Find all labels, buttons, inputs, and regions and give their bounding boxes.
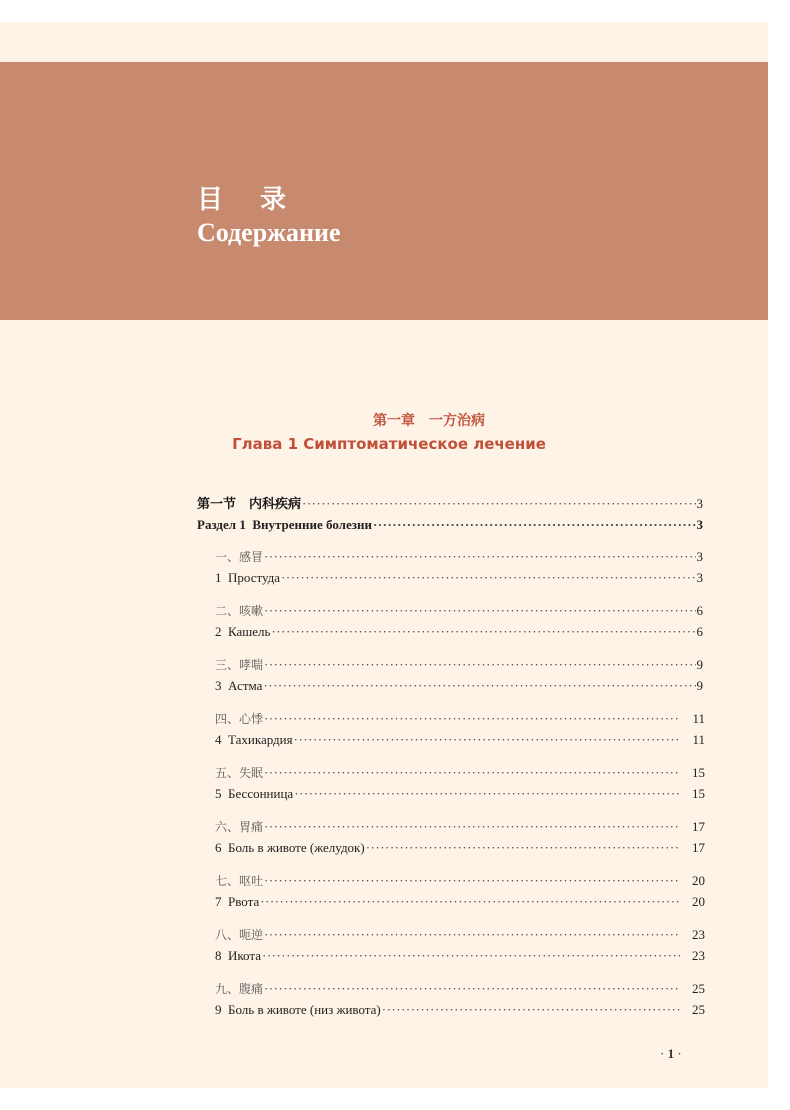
dot-leader xyxy=(264,981,680,997)
toc-entry-label: 五、失眠 xyxy=(215,766,264,780)
toc-page-number: 6 xyxy=(696,603,703,618)
toc-page-number: 6 xyxy=(696,624,703,639)
toc-page-number: 3 xyxy=(696,496,703,511)
toc-entry-chinese[interactable] xyxy=(215,657,703,673)
toc-page-number: 9 xyxy=(696,657,703,672)
toc-entry-label: 4 Тахикардия xyxy=(215,732,293,747)
toc-entry-russian[interactable] xyxy=(215,678,703,694)
toc-entry-chinese[interactable] xyxy=(215,819,705,835)
table-of-contents xyxy=(0,22,768,1088)
toc-entry-chinese[interactable] xyxy=(215,765,705,781)
toc-entry-label: 四、心悸 xyxy=(215,712,264,726)
toc-entry-label: 9 Боль в животе (низ живота) xyxy=(215,1002,381,1017)
toc-entry-label: 5 Бессонница xyxy=(215,786,294,801)
toc-entry-label: 九、腹痛 xyxy=(215,982,264,996)
dot-leader xyxy=(366,840,680,856)
toc-entry-chinese[interactable] xyxy=(215,549,703,565)
toc-entry-label: 1 Простуда xyxy=(215,570,281,585)
toc-page-number: 3 xyxy=(696,517,703,532)
toc-title-chinese: 目 录 xyxy=(197,185,301,215)
toc-entry-chinese[interactable] xyxy=(215,711,705,727)
dot-leader xyxy=(281,570,695,586)
toc-page-number: 3 xyxy=(696,549,703,564)
dot-leader xyxy=(264,873,680,889)
toc-entry-chinese[interactable] xyxy=(215,603,703,619)
dot-leader xyxy=(264,549,695,565)
toc-entry-label: 二、咳嗽 xyxy=(215,604,264,618)
toc-entry-label: 2 Кашель xyxy=(215,624,271,639)
dot-leader xyxy=(264,657,695,673)
chapter-title-russian: Глава 1 Симптоматическое лечение xyxy=(232,435,546,453)
dot-leader xyxy=(260,894,680,910)
toc-page-number: 25 xyxy=(692,1002,705,1017)
toc-entry-chinese[interactable] xyxy=(215,873,705,889)
toc-page-number: 15 xyxy=(692,765,705,780)
toc-section-label: Раздел 1 Внутренние болезни xyxy=(197,517,372,532)
toc-page-number: 17 xyxy=(692,819,705,834)
toc-entry-russian[interactable] xyxy=(215,570,703,586)
toc-entry-label: 6 Боль в животе (желудок) xyxy=(215,840,365,855)
toc-page-number: 11 xyxy=(692,711,705,726)
toc-entry-russian[interactable] xyxy=(215,894,705,910)
toc-entry-chinese[interactable] xyxy=(215,927,705,943)
toc-entry-russian[interactable] xyxy=(215,840,705,856)
toc-entry-label: 八、呃逆 xyxy=(215,928,264,942)
page-number: 1 xyxy=(667,1046,675,1061)
dot-leader xyxy=(264,603,695,619)
toc-entry-label: 七、呕吐 xyxy=(215,874,264,888)
chapter-title-chinese: 第一章 一方治病 xyxy=(373,413,485,429)
toc-entry-russian[interactable] xyxy=(215,624,703,640)
dot-leader xyxy=(263,678,695,694)
toc-entry-russian[interactable] xyxy=(215,948,705,964)
toc-page-number: 25 xyxy=(692,981,705,996)
dot-leader xyxy=(271,624,695,640)
dot-leader xyxy=(262,948,680,964)
dot-leader xyxy=(264,711,680,727)
toc-page-number: 11 xyxy=(692,732,705,747)
toc-entry-russian[interactable] xyxy=(215,786,705,802)
toc-page-number: 3 xyxy=(696,570,703,585)
toc-page-number: 23 xyxy=(692,948,705,963)
dot-leader xyxy=(373,517,696,533)
toc-entry-chinese[interactable] xyxy=(215,981,705,997)
toc-entry-label: 8 Икота xyxy=(215,948,261,963)
toc-entry-label: 三、哮喘 xyxy=(215,658,264,672)
toc-page-number: 20 xyxy=(692,873,705,888)
page-footer: · 1 · xyxy=(660,1046,682,1061)
dot-leader xyxy=(264,927,680,943)
toc-section-chinese[interactable] xyxy=(197,496,703,512)
toc-entry-label: 一、感冒 xyxy=(215,550,264,564)
dot-leader xyxy=(294,732,680,748)
toc-entry-russian[interactable] xyxy=(215,732,705,748)
toc-section-label: 第一节 内科疾病 xyxy=(197,497,302,512)
dot-leader xyxy=(382,1002,680,1018)
toc-page-number: 9 xyxy=(696,678,703,693)
toc-entry-label: 六、胃痛 xyxy=(215,820,264,834)
toc-entry-label: 7 Рвота xyxy=(215,894,260,909)
toc-entry-russian[interactable] xyxy=(215,1002,705,1018)
toc-page-number: 17 xyxy=(692,840,705,855)
toc-page-number: 23 xyxy=(692,927,705,942)
toc-section-russian[interactable] xyxy=(197,517,703,533)
toc-entry-label: 3 Астма xyxy=(215,678,263,693)
document-page xyxy=(0,22,768,1088)
dot-leader xyxy=(264,819,680,835)
dot-leader xyxy=(294,786,680,802)
toc-page-number: 20 xyxy=(692,894,705,909)
dot-leader xyxy=(264,765,680,781)
dot-leader xyxy=(302,496,695,512)
toc-title-russian: Содержание xyxy=(197,218,341,247)
toc-page-number: 15 xyxy=(692,786,705,801)
